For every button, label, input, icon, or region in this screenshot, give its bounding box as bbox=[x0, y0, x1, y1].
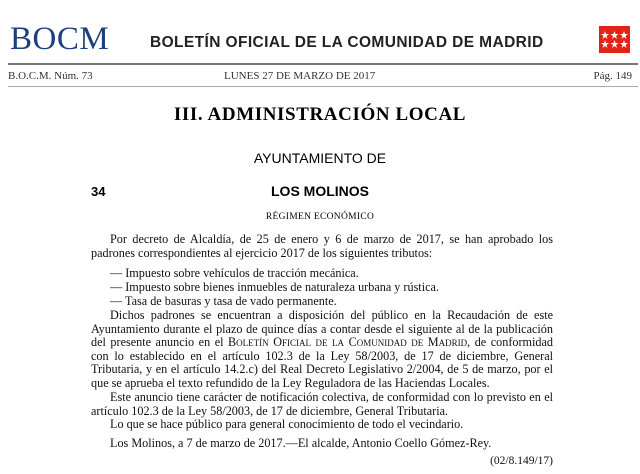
header-divider bbox=[8, 63, 638, 65]
paragraph-public bbox=[91, 418, 553, 432]
issue-date: LUNES 27 DE MARZO DE 2017 bbox=[224, 70, 376, 82]
paragraph-decree-text: Por decreto de Alcaldía, de 25 de enero y 6 de marzo de 2017, se han aprobado los padrones correspondientes al ejercicio 2017 de los siguientes tributos: bbox=[91, 232, 553, 260]
paragraph-notification-text: Este anuncio tiene carácter de notificación colectiva, de conformidad con lo previsto en el artículo 102.3 de la Ley 58/2003, de 17 de diciembre, General Tributaria. bbox=[91, 390, 553, 418]
list-item: — Impuesto sobre vehículos de tracción mecánica. bbox=[110, 266, 359, 280]
municipality-name: LOS MOLINOS bbox=[271, 183, 369, 199]
list-item: — Tasa de basuras y tasa de vado permanente. bbox=[110, 294, 337, 308]
announcement-reference: (02/8.149/17) bbox=[490, 455, 553, 467]
availability-text-start: Dichos padrones se encuentran a disposición del público en la Recaudación de este Ayuntamiento durante el plazo de quince días a contar desde el siguiente al de la publicación del presente anuncio en el bbox=[91, 308, 553, 350]
paragraph-availability bbox=[91, 309, 553, 391]
body-type-label: AYUNTAMIENTO DE bbox=[253, 150, 387, 166]
paragraph-decree bbox=[91, 233, 553, 260]
tax-list bbox=[110, 266, 439, 308]
meta-divider bbox=[8, 86, 638, 87]
paragraph-availability-text bbox=[91, 309, 553, 391]
section-heading: III. ADMINISTRACIÓN LOCAL bbox=[173, 104, 467, 125]
paragraph-notification bbox=[91, 391, 553, 418]
availability-text-end: , de conformidad con lo establecido en el artículo 102.3 de la Ley 58/2003, de 17 de diciembre, General Tributaria, y en el artículo 14.2.c) del Real Decreto Legislativo 2/2004, de 5 de marzo, por el que se aprueba el texto refundido de la Ley Reguladora de las Haciendas Locales. bbox=[91, 335, 554, 390]
issue-number: B.O.C.M. Núm. 73 bbox=[8, 70, 93, 82]
gazette-title: BOLETÍN OFICIAL DE LA COMUNIDAD DE MADRID bbox=[150, 34, 544, 51]
signature-line: Los Molinos, a 7 de marzo de 2017.—El alcalde, Antonio Coello Gómez-Rey. bbox=[110, 436, 492, 450]
bocm-reference: Boletín Oficial de la Comunidad de Madrid bbox=[228, 335, 468, 350]
bocm-logo: BOCM bbox=[10, 21, 110, 57]
madrid-flag-icon bbox=[599, 26, 630, 53]
page-number: Pág. 149 bbox=[593, 70, 632, 82]
subheading: RÉGIMEN ECONÓMICO bbox=[265, 212, 375, 222]
paragraph-public-text: Lo que se hace público para general conocimiento de todo el vecindario. bbox=[110, 417, 464, 431]
entry-number: 34 bbox=[91, 184, 106, 199]
list-item: — Impuesto sobre bienes inmuebles de naturaleza urbana y rústica. bbox=[110, 280, 439, 294]
